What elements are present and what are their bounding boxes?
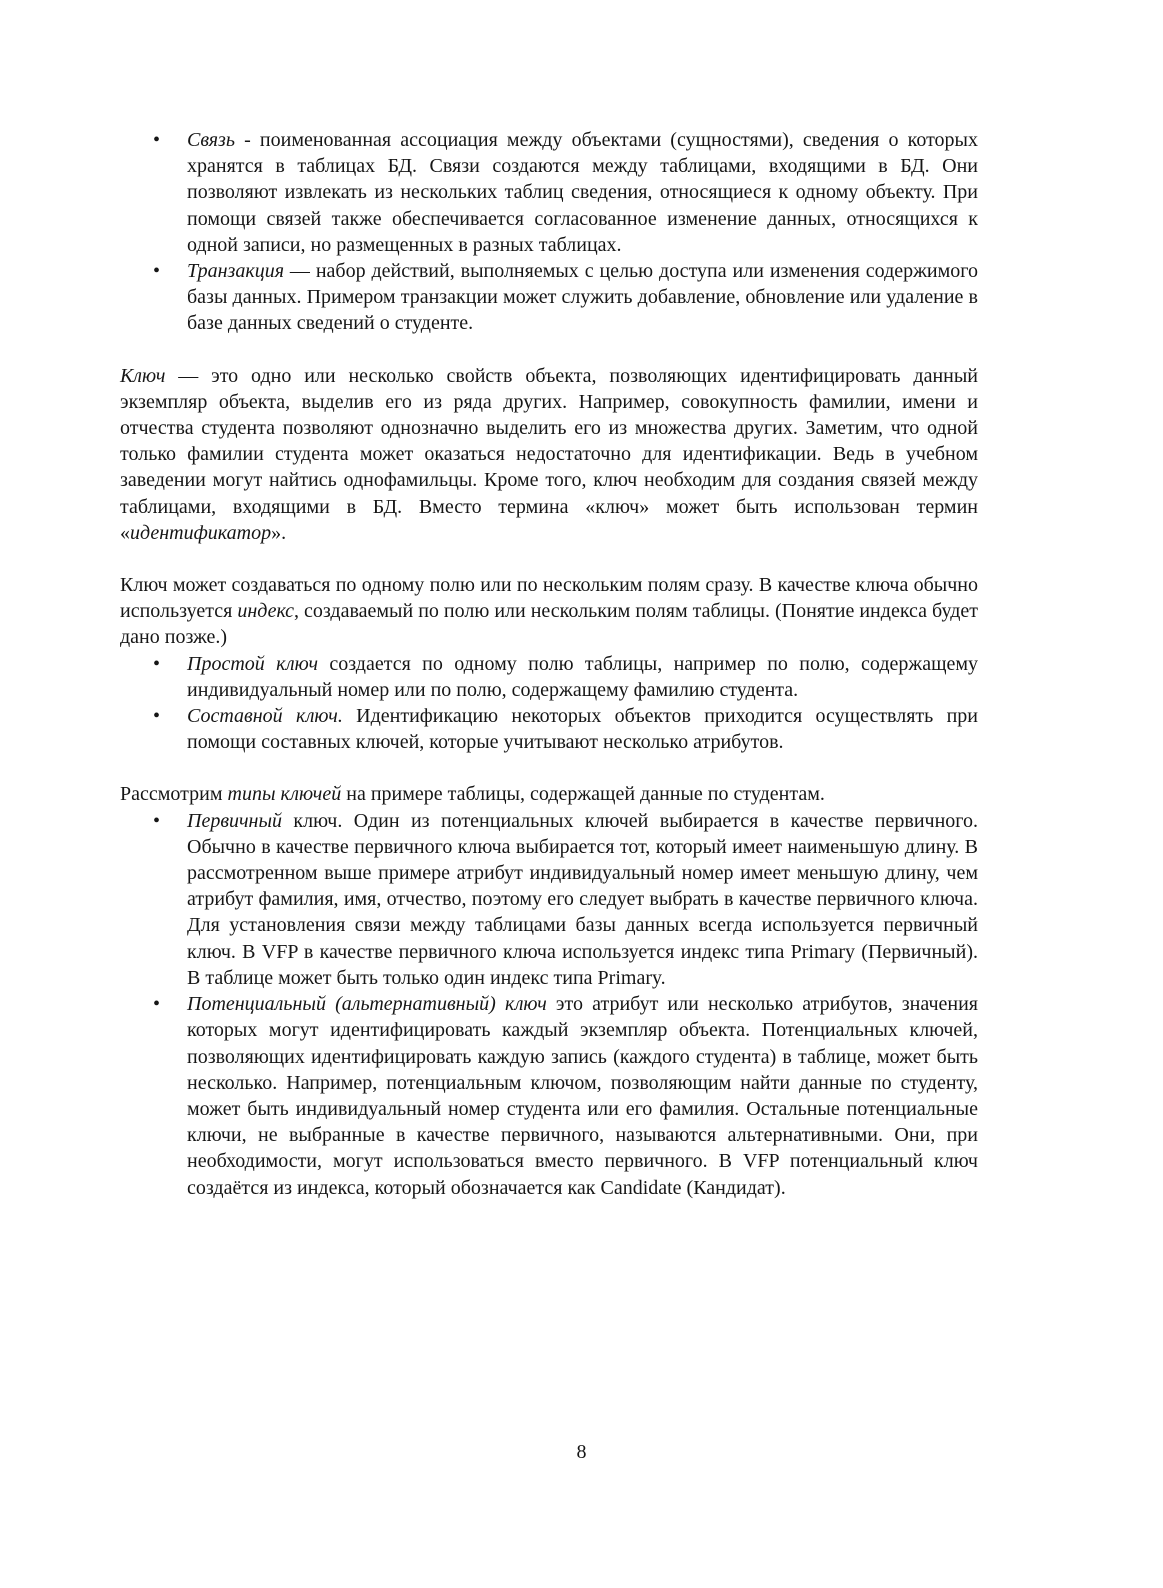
list-item-primary-key (153, 808, 978, 991)
document-page (120, 127, 978, 1201)
term-candidate-key: Потенциальный (альтернативный) ключ (187, 993, 547, 1016)
bullet: • (153, 809, 161, 832)
bullet: • (153, 652, 161, 675)
definition-relation: - поименованная ассоциация между объектами (сущностями), сведения о которых хранятся в таблицах БД. Связи создаются между таблицами, входящими в БД. Они позволяют извлекать из нескольких таблиц сведения, относящиеся к одному объекту. При помощи связей также обеспечивается согласованное изменение данных, относящихся к одной записи, но размещенных в разных таблицах. (187, 129, 978, 256)
definition-composite-key: Идентификацию некоторых объектов приходится осуществлять при помощи составных ключей, которые учитывают несколько атрибутов. (187, 705, 978, 754)
list-item-composite-key (153, 703, 978, 755)
term-identifier: идентификатор (130, 521, 272, 544)
key-types-tail: на примере таблицы, содержащей данные по студентам. (341, 783, 825, 806)
index-paragraph-text: Ключ может создаваться по одному полю или по нескольким полям сразу. В качестве ключа обычно используется (120, 574, 978, 623)
bullet: • (153, 129, 161, 151)
key-definition-text: — это одно или несколько свойств объекта, позволяющих идентифицировать данный экземпляр объекта, выделив его из ряда других. Например, совокупность фамилии, имени и отчества студента позволяют однозначно выделить его из множества других. Заметим, что одной только фамилии студента может оказаться недостаточно для идентификации. Ведь в учебном заведении могут найтись однофамильцы. Кроме того, ключ необходим для создания связей между таблицами, входящими в БД. Вместо термина «ключ» может быть использован термин « (120, 364, 978, 544)
index-paragraph (120, 572, 978, 651)
term-key: Ключ (120, 364, 166, 387)
term-key-types: типы ключей (227, 783, 342, 806)
term-simple-key: Простой ключ (187, 652, 318, 675)
key-definition-tail: ». (271, 521, 287, 544)
key-kinds-list (120, 651, 978, 756)
key-types-text: Рассмотрим (120, 783, 228, 806)
key-types-list (120, 808, 978, 1201)
bullet: • (153, 993, 161, 1016)
list-item-transaction (153, 258, 978, 337)
term-primary-key: Первичный (187, 809, 283, 832)
definition-transaction: — набор действий, выполняемых с целью доступа или изменения содержимого базы данных. Примером транзакции может служить добавление, обновление или удаление в базе данных сведений о студенте. (187, 260, 978, 335)
key-types-paragraph (120, 781, 978, 807)
definition-candidate-key: это атрибут или несколько атрибутов, значения которых могут идентифицировать каждый экземпляр объекта. Потенциальных ключей, позволяющих идентифицировать каждую запись (каждого студента) в таблице, может быть несколько. Например, потенциальным ключом, позволяющим найти данные по студенту, может быть индивидуальный номер студента или его фамилия. Остальные потенциальные ключи, не выбранные в качестве первичного, называются альтернативными. Они, при необходимости, могут использоваться вместо первичного. В VFP потенциальный ключ создаётся из индекса, который обозначается как Candidate (Кандидат). (187, 993, 978, 1199)
definition-primary-key: ключ. Один из потенциальных ключей выбирается в качестве первичного. Обычно в качестве первичного ключа выбирается тот, который имеет наименьшую длину. В рассмотренном выше примере атрибут индивидуальный номер имеет меньшую длину, чем атрибут фамилия, имя, отчество, поэтому его следует выбрать в качестве первичного ключа. Для установления связи между таблицами базы данных всегда используется первичный ключ. В VFP в качестве первичного ключа используется индекс типа Primary (Первичный). В таблице может быть только один индекс типа Primary. (187, 809, 978, 989)
list-item-relation (153, 127, 978, 258)
definition-simple-key: создается по одному полю таблицы, например по полю, содержащему индивидуальный номер или по полю, содержащему фамилию студента. (187, 652, 979, 701)
index-paragraph-tail: , создаваемый по полю или нескольким полям таблицы. (Понятие индекса будет дано позже.) (120, 600, 979, 649)
bullet: • (153, 705, 161, 728)
term-relation: Связь (187, 129, 235, 151)
bullet: • (153, 260, 161, 283)
definitions-list (120, 127, 978, 337)
list-item-simple-key (153, 651, 979, 703)
term-transaction: Транзакция (187, 260, 285, 283)
page-number: 8 (576, 1441, 587, 1463)
term-composite-key: Составной ключ. (187, 705, 343, 728)
key-definition-paragraph (120, 363, 978, 546)
term-index: индекс (237, 600, 294, 623)
list-item-candidate-key (153, 991, 978, 1201)
